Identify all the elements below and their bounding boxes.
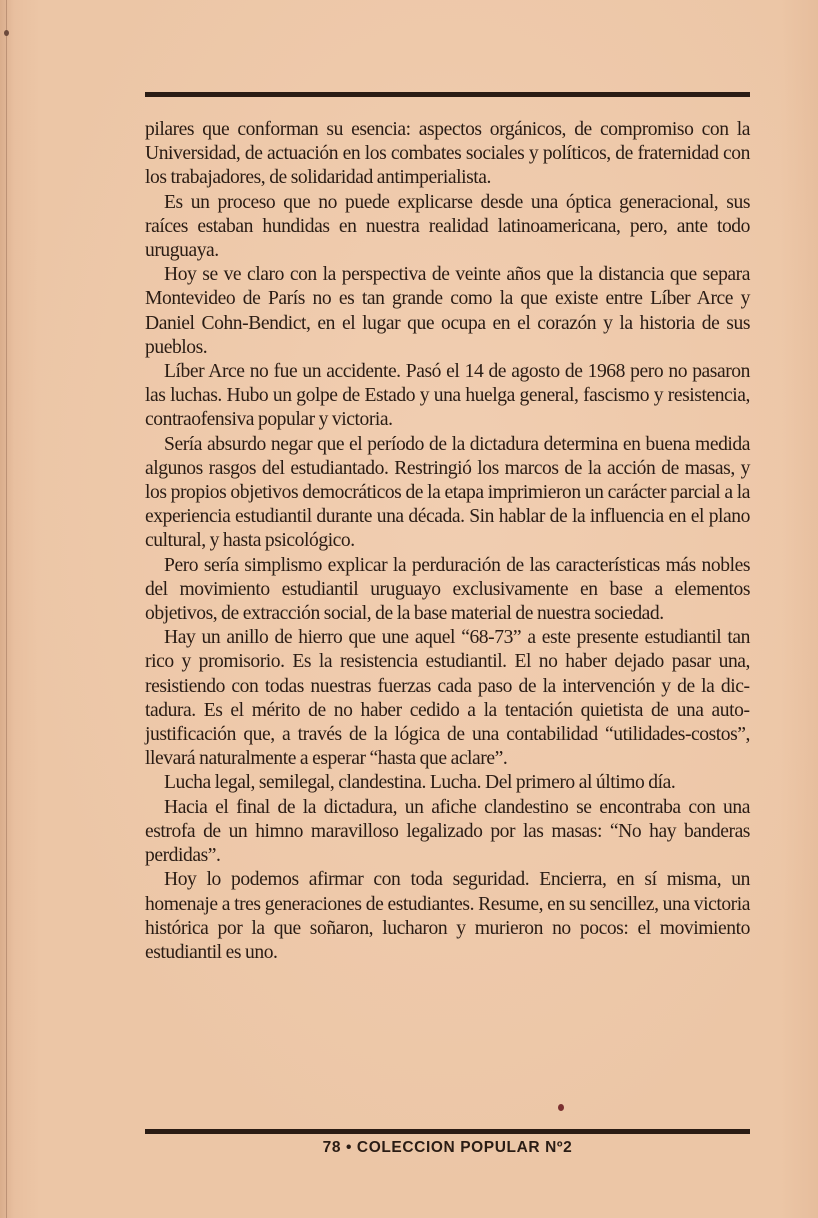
header-rule <box>145 92 750 97</box>
paragraph: Sería absurdo negar que el período de la dictadura determina en buena medida algunos rasgos del estudiantado. Restringió los marcos de la acción de masas, y los propios objetivos democráticos de la etapa imprimieron un carácter parcial a la experiencia estudiantil durante una década. Sin hablar de la influencia en el plano cultural, y hasta psicológico. <box>145 433 750 552</box>
ink-speck <box>4 30 9 36</box>
paragraph: Hoy se ve claro con la perspectiva de veinte años que la distancia que separa Montevideo de París no es tan grande como la que existe entre Líber Arce y Daniel Cohn-Bendict, en el lugar que ocupa en el corazón y la historia de sus pueblos. <box>145 264 750 358</box>
paragraph: Hacia el final de la dictadura, un afiche clandestino se encontraba con una estrofa de un himno maravilloso legalizado por las masas: “No hay banderas perdidas”. <box>145 796 750 867</box>
body-text <box>145 118 750 965</box>
ink-speck <box>558 1104 564 1111</box>
paragraph: Hoy lo podemos afirmar con toda seguridad. Encierra, en sí misma, un homenaje a tres generaciones de estudiantes. Resume, en su sencillez, una victoria histórica por la que soñaron, lucharon y murieron no pocos: el movimiento estudiantil es uno. <box>145 869 750 963</box>
paragraph: Lucha legal, semilegal, clandestina. Lucha. Del primero al último día. <box>164 772 676 794</box>
paragraph: Es un proceso que no puede explicarse desde una óptica generacional, sus raíces estaban hundidas en nuestra realidad latinoamericana, pero, ante todo uruguaya. <box>145 191 750 262</box>
paragraph: Líber Arce no fue un accidente. Pasó el 14 de agosto de 1968 pero no pasaron las luchas. Hubo un golpe de Estado y una huelga general, fascismo y resistencia, contraofensiva popular y victoria. <box>145 361 750 431</box>
footer-rule <box>145 1129 750 1134</box>
page-footer: 78 • COLECCION POPULAR Nº2 <box>322 1139 573 1156</box>
paragraph: Hay un anillo de hierro que une aquel “68-73” a este presente estudiantil tan rico y promisorio. Es la resistencia estudiantil. El no haber dejado pasar una, resistiendo con todas nuestras fuerzas cada paso de la intervención y de la dictadura. Es el mérito de no haber cedido a la tentación quietista de una autojustificación que, a través de la lógica de una contabilidad “utilidades-costos”, llevará naturalmente a esperar “hasta que aclare”. <box>145 627 750 770</box>
page-edge-line <box>6 0 7 1218</box>
paragraph: Pero sería simplismo explicar la perduración de las características más nobles del movimiento estudiantil uruguayo exclusivamente en base a elementos objetivos, de extracción social, de la base material de nuestra sociedad. <box>145 554 750 625</box>
paragraph: pilares que conforman su esencia: aspectos orgánicos, de compromiso con la Universidad, de actuación en los combates sociales y políticos, de fraternidad con los trabajadores, de solidaridad antimperialista. <box>145 119 750 189</box>
